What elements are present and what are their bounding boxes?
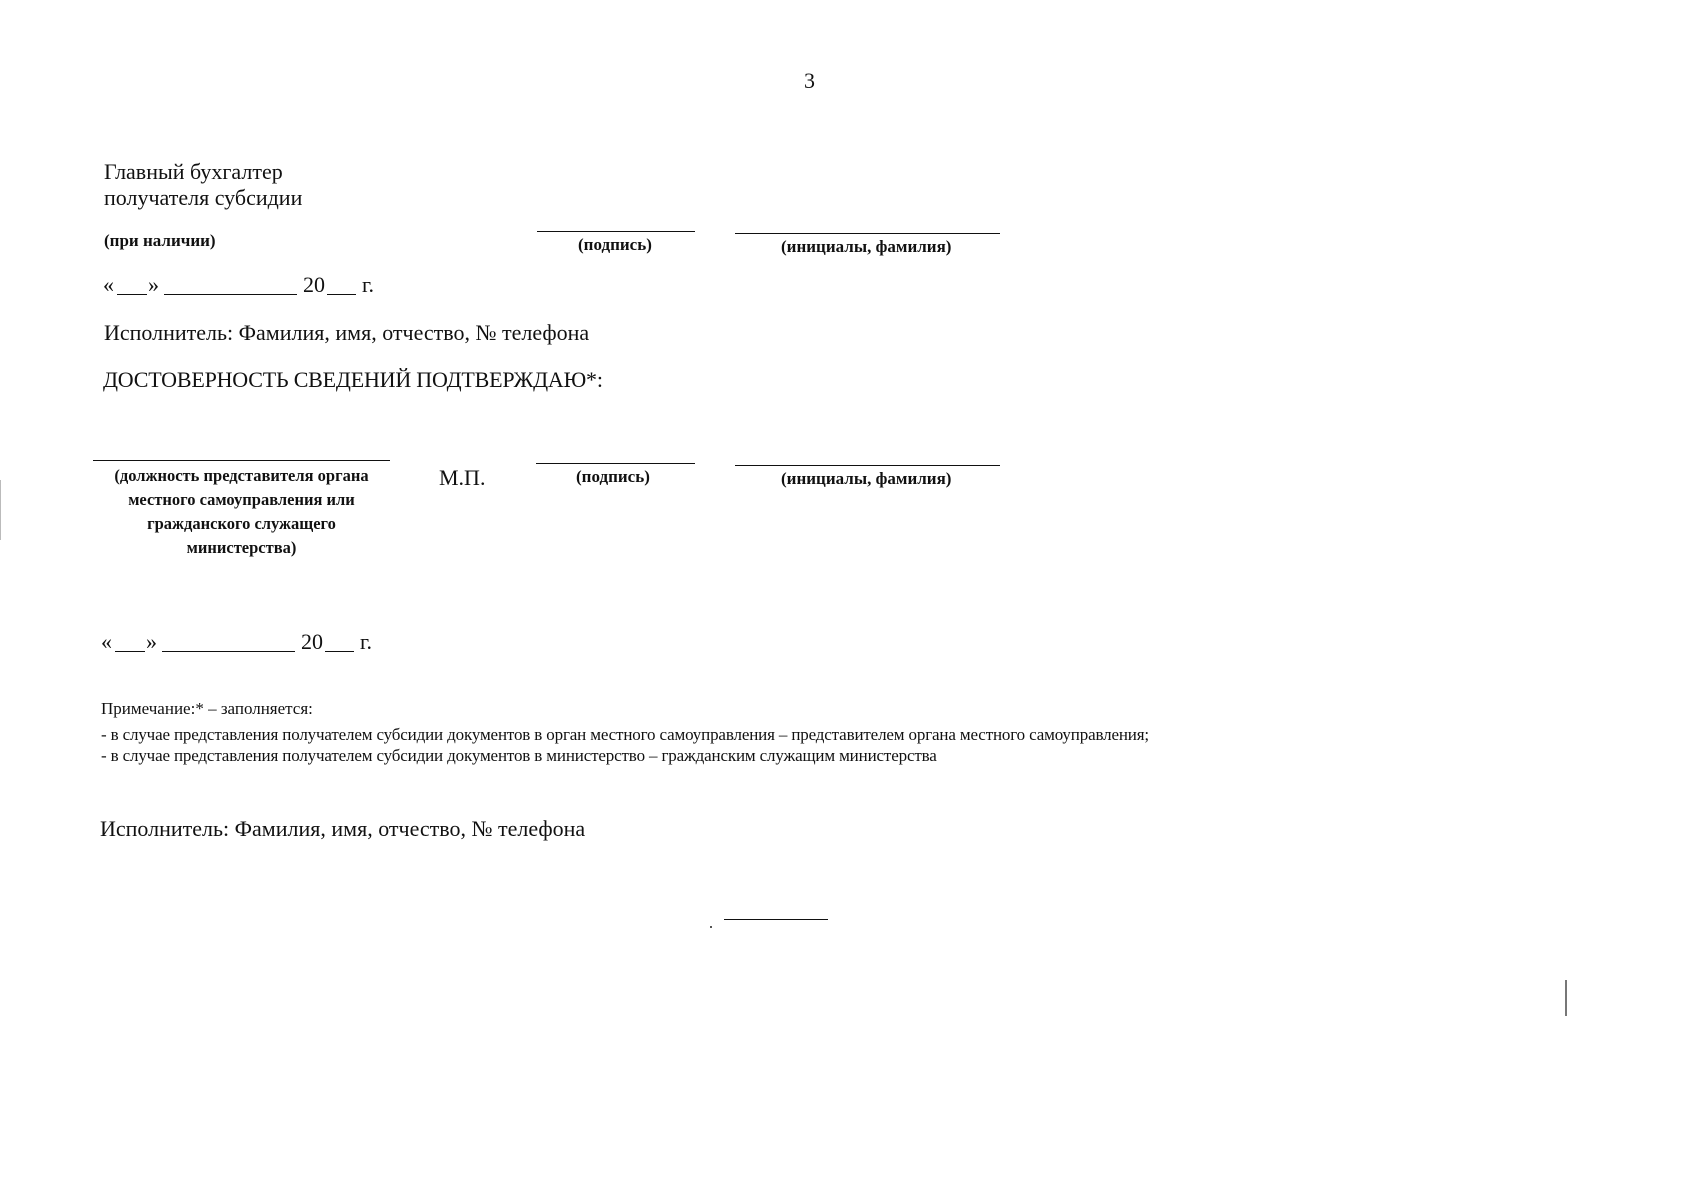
stamp-place: М.П.: [439, 465, 486, 490]
scan-edge-mark-right: [1565, 980, 1567, 1016]
signature-line-1: [537, 231, 695, 232]
name-caption-2: (инициалы, фамилия): [781, 469, 952, 488]
year-prefix: 20: [303, 272, 325, 297]
year-suffix: г.: [362, 272, 375, 297]
signature-caption-1: (подпись): [578, 235, 652, 254]
name-line-1: [735, 233, 1000, 234]
executor-line-2: Исполнитель: Фамилия, имя, отчество, № телефона: [100, 816, 586, 841]
day-blank-line: [117, 294, 147, 295]
name-caption-1: (инициалы, фамилия): [781, 237, 952, 256]
month-blank-line: [164, 294, 297, 295]
scan-edge-mark-left: [0, 480, 1, 540]
name-line-2: [735, 465, 1000, 466]
position-caption-line3: гражданского служащего: [147, 514, 336, 533]
position-line: [93, 460, 390, 461]
month-blank-line: [162, 651, 295, 652]
scan-dot: [710, 926, 712, 928]
chief-accountant-title-line2: получателя субсидии: [104, 185, 303, 210]
executor-line-1: Исполнитель: Фамилия, имя, отчество, № телефона: [104, 320, 590, 345]
note-item-1: - в случае представления получателем субсидии документов в орган местного самоуправления – представителем органа местного самоуправления;: [101, 725, 1149, 744]
confirm-heading: ДОСТОВЕРНОСТЬ СВЕДЕНИЙ ПОДТВЕРЖДАЮ*:: [103, 367, 603, 392]
date-close-quote: »: [146, 629, 157, 654]
note-title: Примечание:* – заполняется:: [101, 699, 313, 718]
date-open-quote: «: [103, 272, 114, 297]
year-prefix: 20: [301, 629, 323, 654]
date-close-quote: »: [148, 272, 159, 297]
signature-caption-2: (подпись): [576, 467, 650, 486]
page-number: 3: [804, 68, 815, 93]
chief-accountant-title-line1: Главный бухгалтер: [104, 159, 283, 184]
if-any-caption: (при наличии): [104, 231, 216, 250]
year-blank-line: [325, 651, 354, 652]
closing-rule: [724, 919, 828, 920]
signature-line-2: [536, 463, 695, 464]
position-caption-line4: министерства): [186, 538, 297, 557]
year-suffix: г.: [360, 629, 373, 654]
note-item-2: - в случае представления получателем субсидии документов в министерство – гражданским служащим министерства: [101, 746, 937, 765]
date-open-quote: «: [101, 629, 112, 654]
year-blank-line: [327, 294, 356, 295]
position-caption-line1: (должность представителя органа: [114, 466, 369, 485]
position-caption-line2: местного самоуправления или: [128, 490, 355, 509]
day-blank-line: [115, 651, 145, 652]
